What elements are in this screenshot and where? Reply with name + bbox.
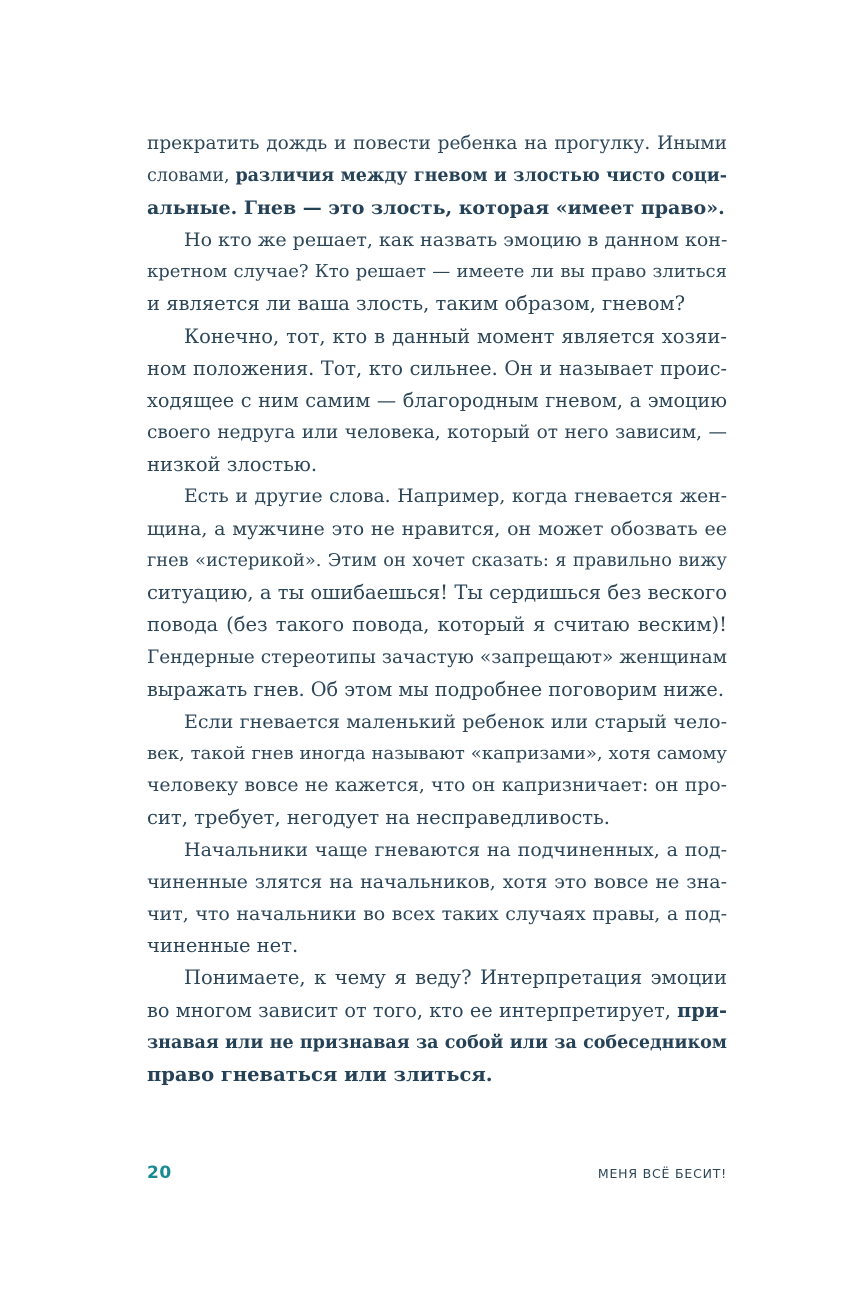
text-segment: Понимаете, к чему я веду? Интерпретация эмоции bbox=[184, 966, 727, 990]
text-segment: век, такой гнев иногда называют «капризами», хотя самому bbox=[147, 742, 727, 764]
text-segment: сит, требует, негодует на несправедливость. bbox=[147, 805, 610, 829]
text-line bbox=[147, 674, 727, 706]
text-line bbox=[147, 513, 727, 545]
text-segment: выражать гнев. Об этом мы подробнее поговорим ниже. bbox=[147, 677, 724, 701]
bold-text-segment: знавая или не признавая за собой или за собеседником bbox=[147, 1032, 727, 1053]
text-segment: низкой злостью. bbox=[147, 452, 318, 476]
text-segment: во многом зависит от того, кто ее интерпретирует, bbox=[147, 998, 678, 1022]
text-line bbox=[147, 481, 727, 513]
text-line bbox=[147, 1027, 727, 1059]
text-segment: Но кто же решает, как назвать эмоцию в данном кон- bbox=[184, 229, 728, 252]
bold-text-segment: альные. Гнев — это злость, которая «имеет право». bbox=[147, 197, 725, 220]
body-text bbox=[147, 128, 727, 1091]
text-segment: чиненные злятся на начальников, хотя это вовсе не зна- bbox=[147, 871, 727, 894]
text-segment: своего недруга или человека, который от него зависим, — bbox=[147, 421, 727, 443]
text-line bbox=[147, 577, 727, 609]
text-segment: гнев «истерикой». Этим он хочет сказать: я правильно вижу bbox=[147, 551, 727, 572]
text-line bbox=[147, 609, 727, 641]
text-segment: ходящее с ним самим — благородным гневом, а эмоцию bbox=[147, 388, 727, 412]
text-segment: повода (без такого повода, который я считаю веским)! bbox=[147, 613, 727, 637]
text-segment: чиненные нет. bbox=[147, 934, 299, 958]
bold-text-segment: право гневаться или злиться. bbox=[147, 1062, 493, 1086]
text-segment: щина, а мужчине это не нравится, он может обозвать ее bbox=[147, 518, 727, 541]
text-line bbox=[147, 321, 727, 353]
text-segment: Гендерные стереотипы зачастую «запрещают» женщинам bbox=[147, 646, 727, 668]
text-segment: ном положения. Тот, кто сильнее. Он и называет проис- bbox=[147, 356, 727, 380]
text-line bbox=[147, 738, 727, 770]
text-segment: и является ли ваша злость, таким образом, гневом? bbox=[147, 292, 686, 316]
text-line bbox=[147, 385, 727, 417]
running-title: МЕНЯ ВСЁ БЕСИТ! bbox=[597, 1166, 727, 1181]
text-line bbox=[147, 449, 727, 481]
text-line bbox=[147, 706, 727, 738]
bold-text-segment: различия между гневом и злостью чисто соци- bbox=[235, 166, 727, 187]
text-segment: Есть и другие слова. Например, когда гневается жен- bbox=[184, 486, 727, 508]
text-line bbox=[147, 898, 727, 930]
text-line bbox=[147, 802, 727, 834]
page-footer bbox=[147, 1163, 727, 1189]
text-segment: Начальники чаще гневаются на подчиненных, а под- bbox=[184, 839, 727, 862]
text-line bbox=[147, 224, 727, 256]
text-segment: ситуацию, а ты ошибаешься! Ты сердишься без веского bbox=[147, 581, 727, 605]
text-line bbox=[147, 353, 727, 385]
text-line bbox=[147, 192, 727, 224]
text-segment: Если гневается маленький ребенок или старый чело- bbox=[184, 710, 727, 733]
text-line bbox=[147, 545, 727, 577]
text-segment: кретном случае? Кто решает — имеете ли вы право злиться bbox=[147, 261, 727, 283]
text-line bbox=[147, 834, 727, 866]
text-line bbox=[147, 128, 727, 160]
text-segment: человеку вовсе не кажется, что он капризничает: он про- bbox=[147, 774, 727, 796]
text-line bbox=[147, 417, 727, 449]
text-line bbox=[147, 770, 727, 802]
text-line bbox=[147, 995, 727, 1027]
text-line bbox=[147, 642, 727, 674]
text-segment: чит, что начальники во всех таких случаях правы, а под- bbox=[147, 903, 727, 926]
page-number: 20 bbox=[147, 1163, 172, 1183]
text-segment: Конечно, тот, кто в данный момент является хозяи- bbox=[184, 324, 727, 348]
bold-text-segment: при- bbox=[677, 998, 727, 1022]
text-segment: прекратить дождь и повести ребенка на прогулку. Иными bbox=[147, 133, 727, 154]
text-line bbox=[147, 866, 727, 898]
text-line bbox=[147, 930, 727, 962]
text-segment: словами, bbox=[147, 166, 236, 187]
text-line bbox=[147, 160, 727, 192]
text-line bbox=[147, 256, 727, 288]
text-line bbox=[147, 962, 727, 994]
text-line bbox=[147, 288, 727, 320]
text-line bbox=[147, 1059, 727, 1091]
